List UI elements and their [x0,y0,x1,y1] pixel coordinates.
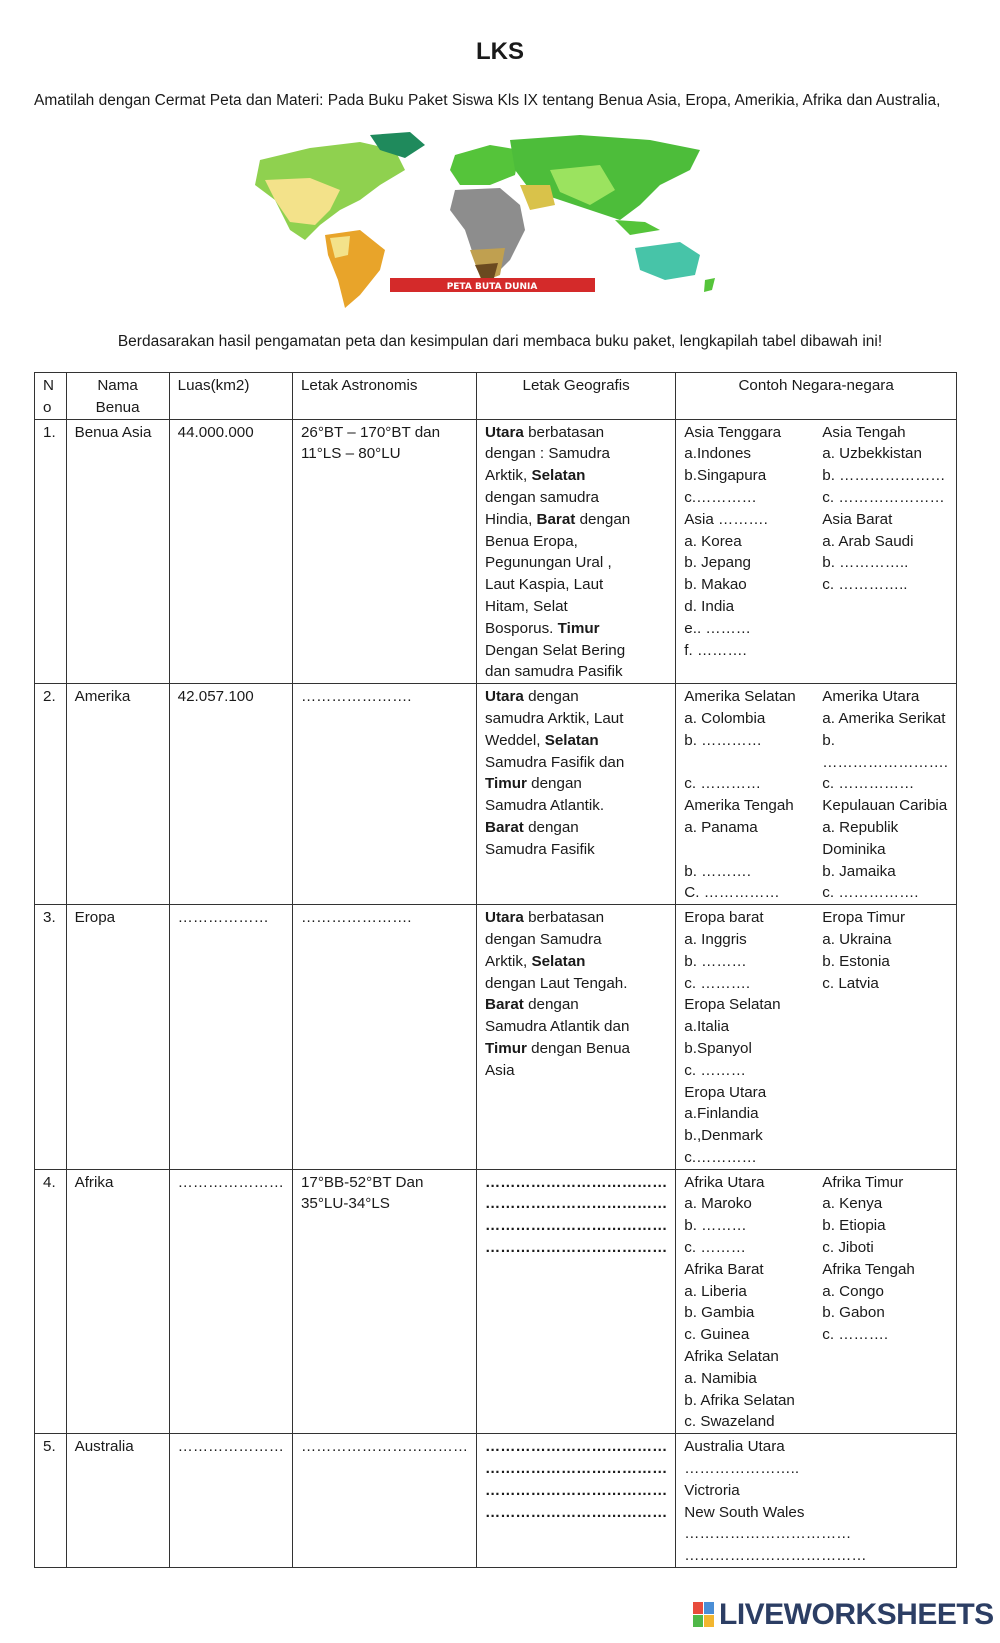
geo-text: dengan [523,688,579,706]
contoh-line [684,730,948,774]
table-row [35,1434,957,1568]
geo-line [485,596,667,618]
contoh-line [684,574,948,596]
geo-bold: Barat [536,510,576,528]
geo-bold: ……………………………… [485,1239,668,1257]
contoh-line [684,596,948,618]
header-astro: Letak Astronomis [292,373,476,420]
geo-bold: Utara [485,688,524,706]
geo-line [485,795,667,817]
contoh-line [684,487,948,509]
geo-bold: Timur [485,775,527,793]
geo-line [485,1480,667,1502]
logo-mark-icon [693,1602,715,1628]
contoh-left: Asia ………. [684,510,768,528]
contoh-left: a. Panama [684,818,758,836]
contoh-left: a. Liberia [684,1282,747,1300]
contoh-line [684,773,948,795]
contoh-line [684,1458,948,1480]
contoh-right [822,596,948,618]
geo-text: Hitam, Selat [485,597,568,615]
contoh-right: a. Amerika Serikat [822,709,946,727]
contoh-line [684,686,948,708]
contoh-left: b. ……… [684,952,747,970]
row-luas: ………………… [169,1434,292,1568]
contoh-line [684,1082,948,1104]
liveworksheets-logo [693,1596,993,1636]
contoh-left: ………………….. [684,1460,800,1478]
geo-line [485,465,667,487]
geo-line [485,773,667,795]
contoh-left: C. …………… [684,884,780,902]
contoh-left: b. ……… [684,1217,747,1235]
geo-line [485,552,667,574]
contoh-right: c. …………… [822,775,915,793]
geo-line [485,1436,667,1458]
geo-text: Dengan Selat Bering [485,641,626,659]
astro-line: …………………. [300,909,412,927]
contoh-left: New South Wales [684,1503,805,1521]
contoh-left: Afrika Utara [684,1173,765,1191]
contoh-line [684,618,948,640]
contoh-right: Amerika Utara [822,688,920,706]
row-astro [292,1434,476,1568]
contoh-line [684,907,948,929]
contoh-left: c. ……… [684,1061,746,1079]
contoh-left: b. Gambia [684,1304,755,1322]
row-geo [477,1169,676,1434]
contoh-left: Afrika Barat [684,1260,764,1278]
geo-text: Benua Eropa, [485,532,578,550]
contoh-right: c. ……………. [822,884,919,902]
geo-line [485,994,667,1016]
contoh-line [684,1016,948,1038]
contoh-line [684,552,948,574]
contoh-right [822,1411,948,1433]
contoh-line [684,1060,948,1082]
contoh-line [684,951,948,973]
contoh-line [684,422,948,444]
geo-line [485,730,667,752]
contoh-line [684,817,948,861]
contoh-left: Eropa Selatan [684,996,781,1014]
contoh-right: c. ………. [822,1326,889,1344]
geo-line [485,422,667,444]
contoh-line [684,1172,948,1194]
contoh-left: b.Spanyol [684,1039,752,1057]
contoh-left: a. Colombia [684,709,766,727]
row-luas: ……………… [169,905,292,1170]
astro-line: 17°BB-52°BT Dan [300,1173,424,1191]
contoh-left: b. Makao [684,576,747,594]
contoh-right [822,1368,948,1390]
contoh-line [684,1502,948,1524]
contoh-right: Afrika Tengah [822,1260,915,1278]
contoh-right [822,1038,948,1060]
geo-line [485,951,667,973]
row-contoh [676,1169,957,1434]
contoh-line [684,1281,948,1303]
row-luas: 44.000.000 [169,419,292,684]
contoh-line [684,1390,948,1412]
geo-line [485,443,667,465]
contoh-left: Australia Utara [684,1438,785,1456]
contoh-line [684,1411,948,1433]
contoh-left: c. Swazeland [684,1413,775,1431]
row-geo [477,419,676,684]
table-header-row [35,373,957,420]
contoh-left: b.,Denmark [684,1127,763,1145]
header-contoh: Contoh Negara-negara [676,373,957,420]
contoh-line [684,1368,948,1390]
contoh-right [822,1480,948,1502]
contoh-line [684,1436,948,1458]
geo-line [485,1038,667,1060]
header-nama: Nama Benua [66,373,169,420]
geo-text: dengan Samudra [485,930,602,948]
geo-bold: Timur [485,1039,527,1057]
contoh-left: c.………… [684,1148,757,1166]
geo-line [485,1060,667,1082]
row-contoh [676,419,957,684]
contoh-left: …………………………… [684,1525,852,1543]
contoh-right: a. Arab Saudi [822,532,914,550]
geo-line [485,509,667,531]
contoh-right [822,1458,948,1480]
world-map [220,130,760,310]
row-nama: Amerika [66,684,169,905]
geo-line [485,907,667,929]
geo-text: dengan Laut Tengah. [485,974,628,992]
row-contoh [676,905,957,1170]
contoh-left: e.. ……… [684,619,751,637]
contoh-line [684,861,948,883]
contoh-left: Eropa Utara [684,1083,767,1101]
contoh-line [684,640,948,662]
geo-text: Samudra Fasifik dan [485,753,625,771]
contoh-right: a. Ukraina [822,930,892,948]
row-contoh [676,684,957,905]
contoh-right: Kepulauan Caribia [822,797,948,815]
row-no: 4. [35,1169,67,1434]
contoh-line [684,1302,948,1324]
geo-line [485,708,667,730]
header-no: N o [35,373,67,420]
header-luas: Luas(km2) [169,373,292,420]
contoh-line [684,1545,948,1567]
geo-line [485,1193,667,1215]
contoh-right [822,1016,948,1038]
contoh-line [684,708,948,730]
contoh-right [822,618,948,640]
geo-text: dengan : Samudra [485,445,610,463]
geo-text: berbatasan [523,423,605,441]
geo-bold: ……………………………… [485,1503,668,1521]
geo-text: dengan Benua [526,1039,630,1057]
contoh-left: Eropa barat [684,909,764,927]
geo-bold: ……………………………… [485,1173,668,1191]
geo-line [485,1172,667,1194]
contoh-left: Afrika Selatan [684,1348,779,1366]
contoh-left: b. Afrika Selatan [684,1391,795,1409]
geo-text: Hindia, [485,510,537,528]
row-astro [292,419,476,684]
row-nama: Afrika [66,1169,169,1434]
row-contoh [676,1434,957,1568]
contoh-right: c. ………….. [822,576,908,594]
geo-line [485,973,667,995]
geo-text: samudra Arktik, Laut [485,709,624,727]
geo-bold: Utara [485,423,524,441]
contoh-right: b. ………………… [822,467,946,485]
row-luas: 42.057.100 [169,684,292,905]
contoh-line [684,509,948,531]
contoh-line [684,465,948,487]
contoh-left: b. ………. [684,862,751,880]
contoh-line [684,531,948,553]
table-row [35,684,957,905]
contoh-left: a.Italia [684,1018,730,1036]
contoh-left: c. ………… [684,775,762,793]
page-title: LKS [476,38,524,65]
contoh-line [684,1193,948,1215]
geo-line [485,1458,667,1480]
contoh-right: a. Congo [822,1282,884,1300]
geo-bold: Selatan [544,731,599,749]
row-no: 1. [35,419,67,684]
row-nama: Australia [66,1434,169,1568]
geo-bold: ……………………………… [485,1438,668,1456]
geo-text: Arktik, [485,467,532,485]
row-geo [477,905,676,1170]
contoh-right: c. Jiboti [822,1239,874,1257]
contoh-line [684,973,948,995]
geo-bold: ……………………………… [485,1195,668,1213]
row-no: 3. [35,905,67,1170]
geo-line [485,487,667,509]
contoh-line [684,443,948,465]
contoh-left: Amerika Tengah [684,797,794,815]
contoh-left: c. Guinea [684,1326,750,1344]
geo-text: dengan [575,510,631,528]
contoh-line [684,1324,948,1346]
contoh-right: Asia Barat [822,510,893,528]
contoh-line [684,1125,948,1147]
contoh-right: b. ……………………. [822,731,949,771]
map-banner-text: PETA BUTA DUNIA [446,282,538,292]
geo-bold: Barat [485,996,524,1014]
row-geo [477,1434,676,1568]
contoh-right [822,640,948,662]
contoh-left: b.Singapura [684,467,767,485]
geo-text: Arktik, [485,952,532,970]
contoh-left: ……………………………… [684,1547,867,1565]
geo-line [485,640,667,662]
contoh-right: a. Uzbekkistan [822,445,922,463]
contoh-right: c. ………………… [822,488,945,506]
header-geo: Letak Geografis [477,373,676,420]
geo-text: Samudra Atlantik. [485,797,605,815]
geo-bold: ……………………………… [485,1481,668,1499]
contoh-right: Eropa Timur [822,909,905,927]
geo-bold: Barat [485,818,524,836]
contoh-right: a. Republik Dominika [822,818,899,858]
contoh-left: a.Indones [684,445,751,463]
geo-line [485,1016,667,1038]
astro-line: 26°BT – 170°BT dan [300,423,441,441]
geo-line [485,839,667,861]
contoh-line [684,1147,948,1169]
contoh-left: Amerika Selatan [684,688,796,706]
contoh-right: b. ………….. [822,554,909,572]
instruction-text: Berdasarakan hasil pengamatan peta dan kesimpulan dari membaca buku paket, lengkapilah tabel dibawah ini! [117,333,883,350]
geo-bold: Timur [557,619,600,637]
astro-line: …………………………… [300,1438,469,1456]
contoh-line [684,1038,948,1060]
contoh-right: b. Etiopia [822,1217,886,1235]
intro-text: Amatilah dengan Cermat Peta dan Materi: Pada Buku Paket Siswa Kls IX tentang Benua Asia, Eropa, Amerikia, Afrika dan Australia, [34,92,941,109]
contoh-line [684,1237,948,1259]
table-body [35,419,957,1567]
geo-bold: ……………………………… [485,1217,668,1235]
contoh-line [684,795,948,817]
geo-bold: Selatan [531,467,586,485]
geo-text: Asia [485,1061,515,1079]
row-no: 5. [35,1434,67,1568]
contoh-line [684,929,948,951]
contoh-right: Asia Tengah [822,423,906,441]
contoh-left: Victroria [684,1481,740,1499]
contoh-line [684,1346,948,1368]
row-astro [292,1169,476,1434]
row-luas: ………………… [169,1169,292,1434]
contoh-right [822,1545,948,1567]
geo-line [485,661,667,683]
contoh-right [822,1346,948,1368]
contoh-right [822,994,948,1016]
row-no: 2. [35,684,67,905]
contoh-line [684,1103,948,1125]
geo-line [485,752,667,774]
row-geo [477,684,676,905]
contoh-right [822,1125,948,1147]
astro-line: 11°LS – 80°LU [300,445,401,463]
contoh-right: b. Estonia [822,952,890,970]
contoh-line [684,1215,948,1237]
contoh-left: f. ………. [684,641,747,659]
contoh-left: d. India [684,597,735,615]
table-row [35,419,957,684]
contoh-left: Asia Tenggara [684,423,782,441]
row-nama: Benua Asia [66,419,169,684]
contoh-left: a. Namibia [684,1369,757,1387]
continent-table [34,372,957,1568]
contoh-left: a.Finlandia [684,1105,759,1123]
contoh-left: c.………… [684,488,757,506]
geo-bold: Utara [485,909,524,927]
logo-text: LIVEWORKSHEETS [719,1598,994,1631]
geo-line [485,618,667,640]
contoh-right [822,1147,948,1169]
geo-line [485,929,667,951]
contoh-left: c. ……… [684,1239,746,1257]
contoh-right [822,1523,948,1545]
geo-text: dan samudra Pasifik [485,663,623,681]
geo-text: Samudra Fasifik [485,840,595,858]
geo-text: Pegunungan Ural , [485,554,612,572]
contoh-left: a. Maroko [684,1195,752,1213]
geo-text: berbatasan [523,909,605,927]
geo-line [485,1215,667,1237]
geo-text: Samudra Atlantik dan [485,1018,630,1036]
row-astro [292,905,476,1170]
geo-bold: ……………………………… [485,1460,668,1478]
geo-line [485,686,667,708]
geo-text: dengan [523,818,579,836]
geo-bold: Selatan [531,952,586,970]
contoh-line [684,994,948,1016]
astro-line: 35°LU-34°LS [300,1195,390,1213]
contoh-right: c. Latvia [822,974,879,992]
contoh-right [822,1060,948,1082]
geo-line [485,1502,667,1524]
contoh-left: b. Jepang [684,554,751,572]
contoh-right: a. Kenya [822,1195,883,1213]
geo-text: Weddel, [485,731,545,749]
contoh-line [684,1259,948,1281]
contoh-right [822,1103,948,1125]
contoh-left: a. Korea [684,532,742,550]
contoh-line [684,882,948,904]
geo-text: dengan samudra [485,488,600,506]
astro-line: …………………. [300,688,412,706]
contoh-right [822,1390,948,1412]
contoh-right [822,1436,948,1458]
geo-text: Bosporus. [485,619,558,637]
row-nama: Eropa [66,905,169,1170]
geo-line [485,817,667,839]
table-row [35,1169,957,1434]
contoh-line [684,1480,948,1502]
geo-line [485,574,667,596]
geo-text: dengan [526,775,582,793]
contoh-right: b. Gabon [822,1304,885,1322]
contoh-right: Afrika Timur [822,1173,904,1191]
contoh-line [684,1523,948,1545]
geo-text: Laut Kaspia, Laut [485,576,604,594]
geo-line [485,1237,667,1259]
contoh-right: b. Jamaika [822,862,896,880]
geo-line [485,531,667,553]
row-astro [292,684,476,905]
contoh-right [822,1502,948,1524]
geo-text: dengan [523,996,579,1014]
table-row [35,905,957,1170]
contoh-left: a. Inggris [684,930,747,948]
contoh-left: c. ………. [684,974,751,992]
contoh-right [822,1082,948,1104]
contoh-left: b. ………… [684,731,762,749]
